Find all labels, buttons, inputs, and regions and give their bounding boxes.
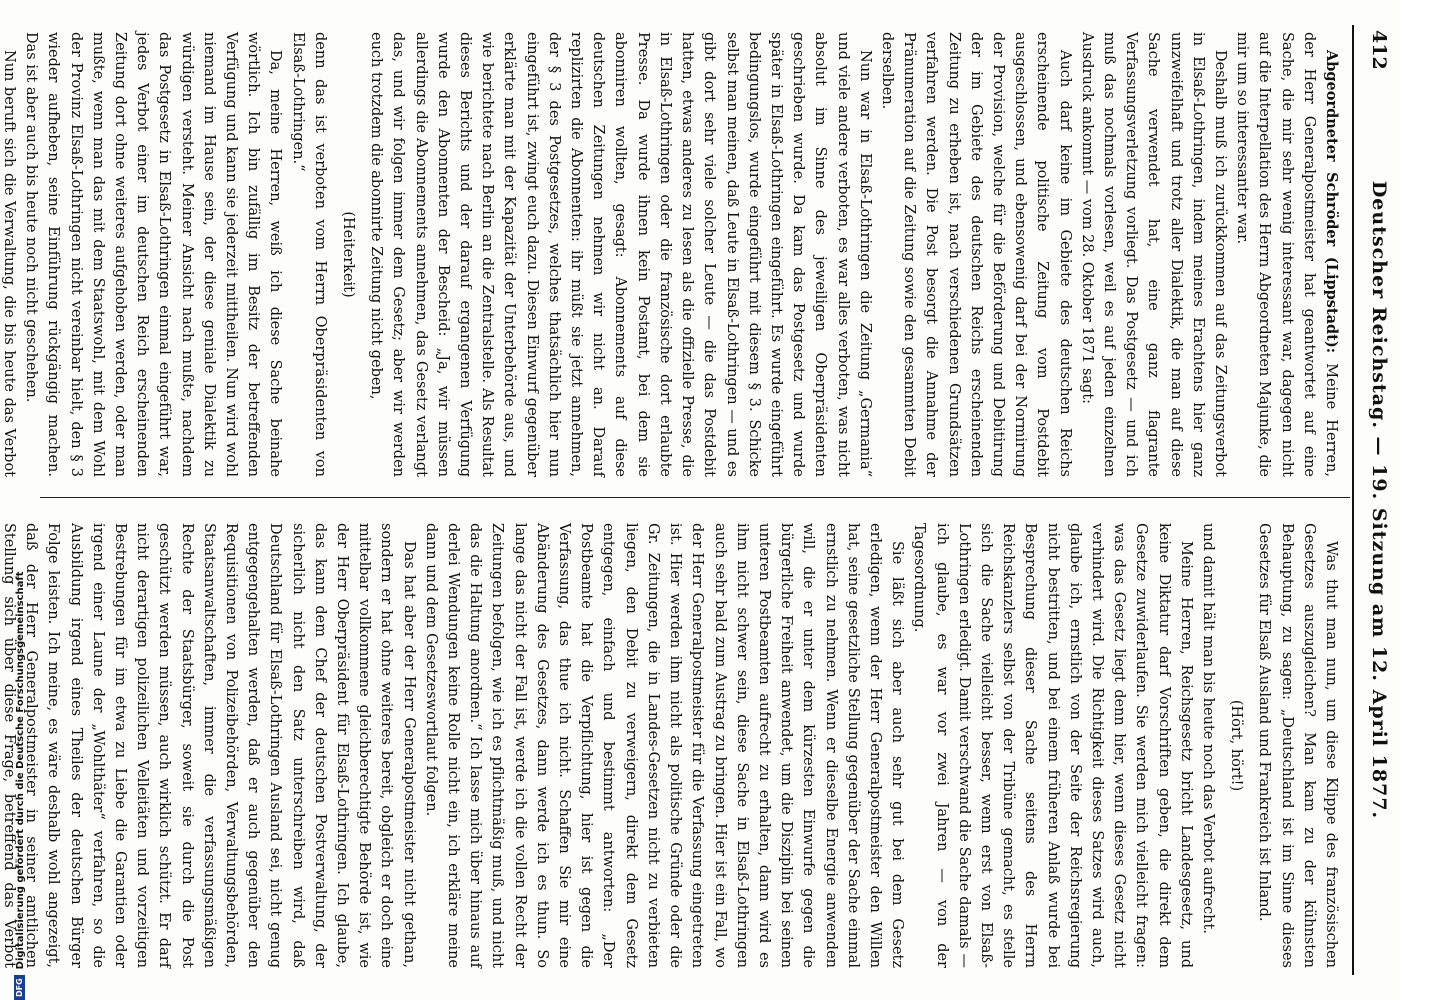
- dfg-logo-icon: DFG: [14, 975, 25, 1000]
- right-column: [0, 523, 1342, 968]
- paragraph: Sie läßt sich aber auch sehr gut bei dem Gesetz erledigen, wenn der Herr Generalpostmeister den Willen hat, seine gesetzliche Stellung gegenüber der Sache einmal ernstlich zu nehmen. Wenn er dieselbe Energie anwenden will, die er unter dem kürzesten Einwurfe gegen die bürgerliche Freiheit anwendet, um die Disziplin bei seinen unteren Postbeamten aufrecht zu erhalten, dann wird es ihm nicht schwer sein, diese Sache in Elsaß-Lothringen auch sehr bald zum Austrag zu bringen. Hier ist ein Fall, wo der Herr Generalpostmeister für die Verfassung eingetreten ist. Hier werden ihm nicht als politische Gründe oder die Gr. Zeitungen, die in Landes-Gesetzen nicht zu verbieten liegen, den Debit zu verweigern, direkt dem Gesetz entgegen, einfach und bestimmt antworten: „Der Postbeamte hat die Verpflichtung, hier ist gegen die Verfassung, das thue ich nicht. Schaffen Sie mir eine Abänderung des Gesetzes, dann werde ich es thun. So lange das nicht der Fall ist, werde ich die vollen Recht der Zeitungen befolgen, wie ich es pflichtmäßig muß, und nicht das die Haltung anordnen.“ Ich lasse mich über hinaus auf derlei Wendungen keine Rolle nicht ein, ich erkläre meine dann und dem Gesetzeswortlaut folgen.: [422, 523, 906, 968]
- footer-text: Digitalisierung gefördert durch die Deutsche Forschungsgemeinschaft: [15, 571, 26, 970]
- paragraph: denn das ist verboten vom Herrn Oberpräsidenten von Elsaß-Lothringen.“: [289, 32, 328, 477]
- paragraph: Da, meine Herren, weiß ich diese Sache beinahe wörtlich. Ich bin zufällig im Besitz der betreffenden Verfügung und kann sie jederzeit mittheilen. Nun wird wohl niemand im Hause sein, der diese geniale Dialektik zu würdigen versteht. Meiner Ansicht nach mußte, nachdem das Postgesetz in Elsaß-Lothringen einmal eingeführt war, jedes Verbot einer im deutschen Reich erscheinenden Zeitung dort ohne weiteres aufgehoben werden, oder man mußte, wenn man das mit dem Staatswohl, mit dem Wohl der Provinz Elsaß-Lothringen nicht vereinbar hielt, den § 3 wieder aufheben, seine Einführung rückgängig machen. Das ist aber auch bis heute noch nicht geschehen.: [23, 32, 284, 477]
- column-divider: [40, 497, 1350, 498]
- page-header: [1362, 30, 1392, 970]
- page-number: 412: [1368, 30, 1390, 70]
- quoted-paragraph: Auch darf keine im Gebiete des deutschen Reichs erscheinende politische Zeitung vom Postdebit ausgeschlossen, und ebensowenig darf bei der Normirung der Provision, welche für die Beförderung und Debitirung der im Gebiete des deutschen Reichs erscheinenden Zeitung zu erheben ist, nach verschiedenen Grundsätzen verfahren werden. Die Post besorgt die Annahme der Pränumeration auf die Zeitung sowie den gesammten Debit derselben.: [878, 32, 1073, 477]
- paragraph: [1231, 32, 1342, 477]
- header-rule: [1352, 25, 1354, 975]
- paragraph: Nun war in Elsaß-Lothringen die Zeitung „Germania“ und viele andere verboten, es war alles verboten, was nicht absolut im Sinne des jeweiligen Oberpräsidenten geschrieben wurde. Da kam das Postgesetz und wurde später in Elsaß-Lothringen eingeführt. Es wurde eingeführt bedingungslos, wurde eingeführt mit diesem § 3. Schicke selbst man meinen, daß Leute in Elsaß-Lothringen — und es gibt dort sehr viele solcher Leute — die das Postdebit hatten, etwas anderes zu lesen als die offizielle Presse, die in Elsaß-Lothringen oder die französische dort erlaubte Presse. Da wurde ihnen kein Postamt, bei dem sie abonniren wollten, gesagt: Abonnements auf diese deutschen Zeitungen nehmen wir nicht an. Darauf replizirten die Abonnenten: ihr müßt sie jetzt annehmen, der § 3 des Postgesetzes, welches thatsächlich hier nun eingeführt ist, zwingt euch dazu. Diesen Einwurf gegenüber erklärte man mit der Kapazität der Unterbehörde aus, und wie berichtete nach Berlin an die Zentralstelle. Als Resultat dieses Berichts und der darauf ergangenen Verfügung wurde den Abonnenten der Bescheid: „Ja, wir müssen allerdings die Abonnements annehmen, das Gesetz verlangt das, und wir folgen immer dem Gesetz; aber wir werden euch trotzdem die abonnirte Zeitung nicht geben,: [368, 32, 873, 477]
- paragraph: und damit hält man bis heute noch das Verbot aufrecht.: [1199, 523, 1216, 934]
- interjection: (Heiterkeit): [340, 211, 357, 298]
- paragraph: Was thut man nun, um diese Klippe des französischen Gesetzes auszugleichen? Man kam zu der kühnsten Behauptung, zu sagen: „Deutschland ist im Sinne dieses Gesetzes für Elsaß Ausland und Frankreich ist Inland.: [1256, 523, 1339, 968]
- left-column: [0, 32, 1342, 477]
- speaker-name: Abgeordneter Schröder (Lippstadt):: [1323, 50, 1340, 354]
- digitization-footer: [14, 0, 28, 1000]
- paragraph: Deshalb muß ich zurückkommen auf das Zeitungsverbot in Elsaß-Lothringen, indem meines Erachtens hier ganz unzweifelhaft und trotz aller Dialektik, die man auf diese Sache verwendet hat, eine ganz flagrante Verfassungsverletzung vorliegt. Das Postgesetz — und ich muß das nochmals vorlesen, weil es auf jeden einzelnen Ausdruck ankommt — vom 28. Oktober 1871 sagt:: [1078, 32, 1228, 477]
- paragraph: Nun beruft sich die Verwaltung, die bis heute das Verbot: [1, 50, 18, 477]
- interjection: (Hört, hört!): [1228, 699, 1245, 792]
- paragraph: Das hat aber der Herr Generalpostmeister nicht gethan, sondern er hat ohne weiteres bereit, obgleich er doch eine mittelbar vollkommene gleichberechtigte Behörde ist, wie der Herr Oberpräsident für Elsaß-Lothringen. Ich glaube, das kann dem Chef der deutschen Postverwaltung, der sicherlich nicht den Satz unterschreiben wird, daß Deutschland für Elsaß-Lothringen Ausland sei, nicht genug entgegengehalten werden, daß er auch gegenüber den Requisitionen von Polizeibehörden, Verwaltungsbehörden, Staatsanwaltschaften, immer die verfassungsmäßigen Rechte der Staatsbürger, soweit sie durch die Post geschützt werden müssen, auch wirklich schützt. Er darf nicht derartigen polizeilichen Velleitäten und vorzeitigen Bestrebungen für im etwa zu Liebe die Garantien oder irgend einer Laune der „Wohlthäter“ verfahren, so die Ausbildung irgend eines Theiles der deutschen Bürger Folge leisten. Ich meine, es wäre deshalb wohl angezeigt, daß der Herr Generalpostmeister in seiner amtlichen Stellung sich über diese Frage, betreffend das Verbot: [1, 523, 417, 968]
- page-title: Deutscher Reichstag. — 19. Sitzung am 12. April 1877.: [1368, 180, 1390, 820]
- paragraph: Meine Herren, Reichsgesetz bricht Landesgesetz, und keine Diktatur darf Vorschriften geben, die direkt dem Gesetze zuwiderlaufen. Sie werden mich vielleicht fragen: was das Gesetz liegt denn hier, wenn dieses Gesetz nicht verhindert wird. Die Richtigkeit dieses Satzes wird auch, glaube ich, ernstlich von der Seite der Reichsregierung nicht bestritten, und bei einem früheren Anlaß wurde bei Besprechung dieser Sache seitens des Herrn Reichskanzlers selbst von der Tribüne gemacht, es stelle sich die Sache vielleicht besser, wenn erst von Elsaß-Lothringen erledigt. Damit verschwand die Sache damals — ich glaube, es war vor zwei Jahren — von der Tagesordnung.: [911, 523, 1194, 968]
- speech-text: Meine Herren, der Herr Generalpostmeister hat geantwortet auf eine Sache, die mir sehr wenig interessant war, dagegen nicht auf die Interpellation des Herrn Abgeordneten Majunke, die mir um so interessanter war.: [1234, 32, 1339, 478]
